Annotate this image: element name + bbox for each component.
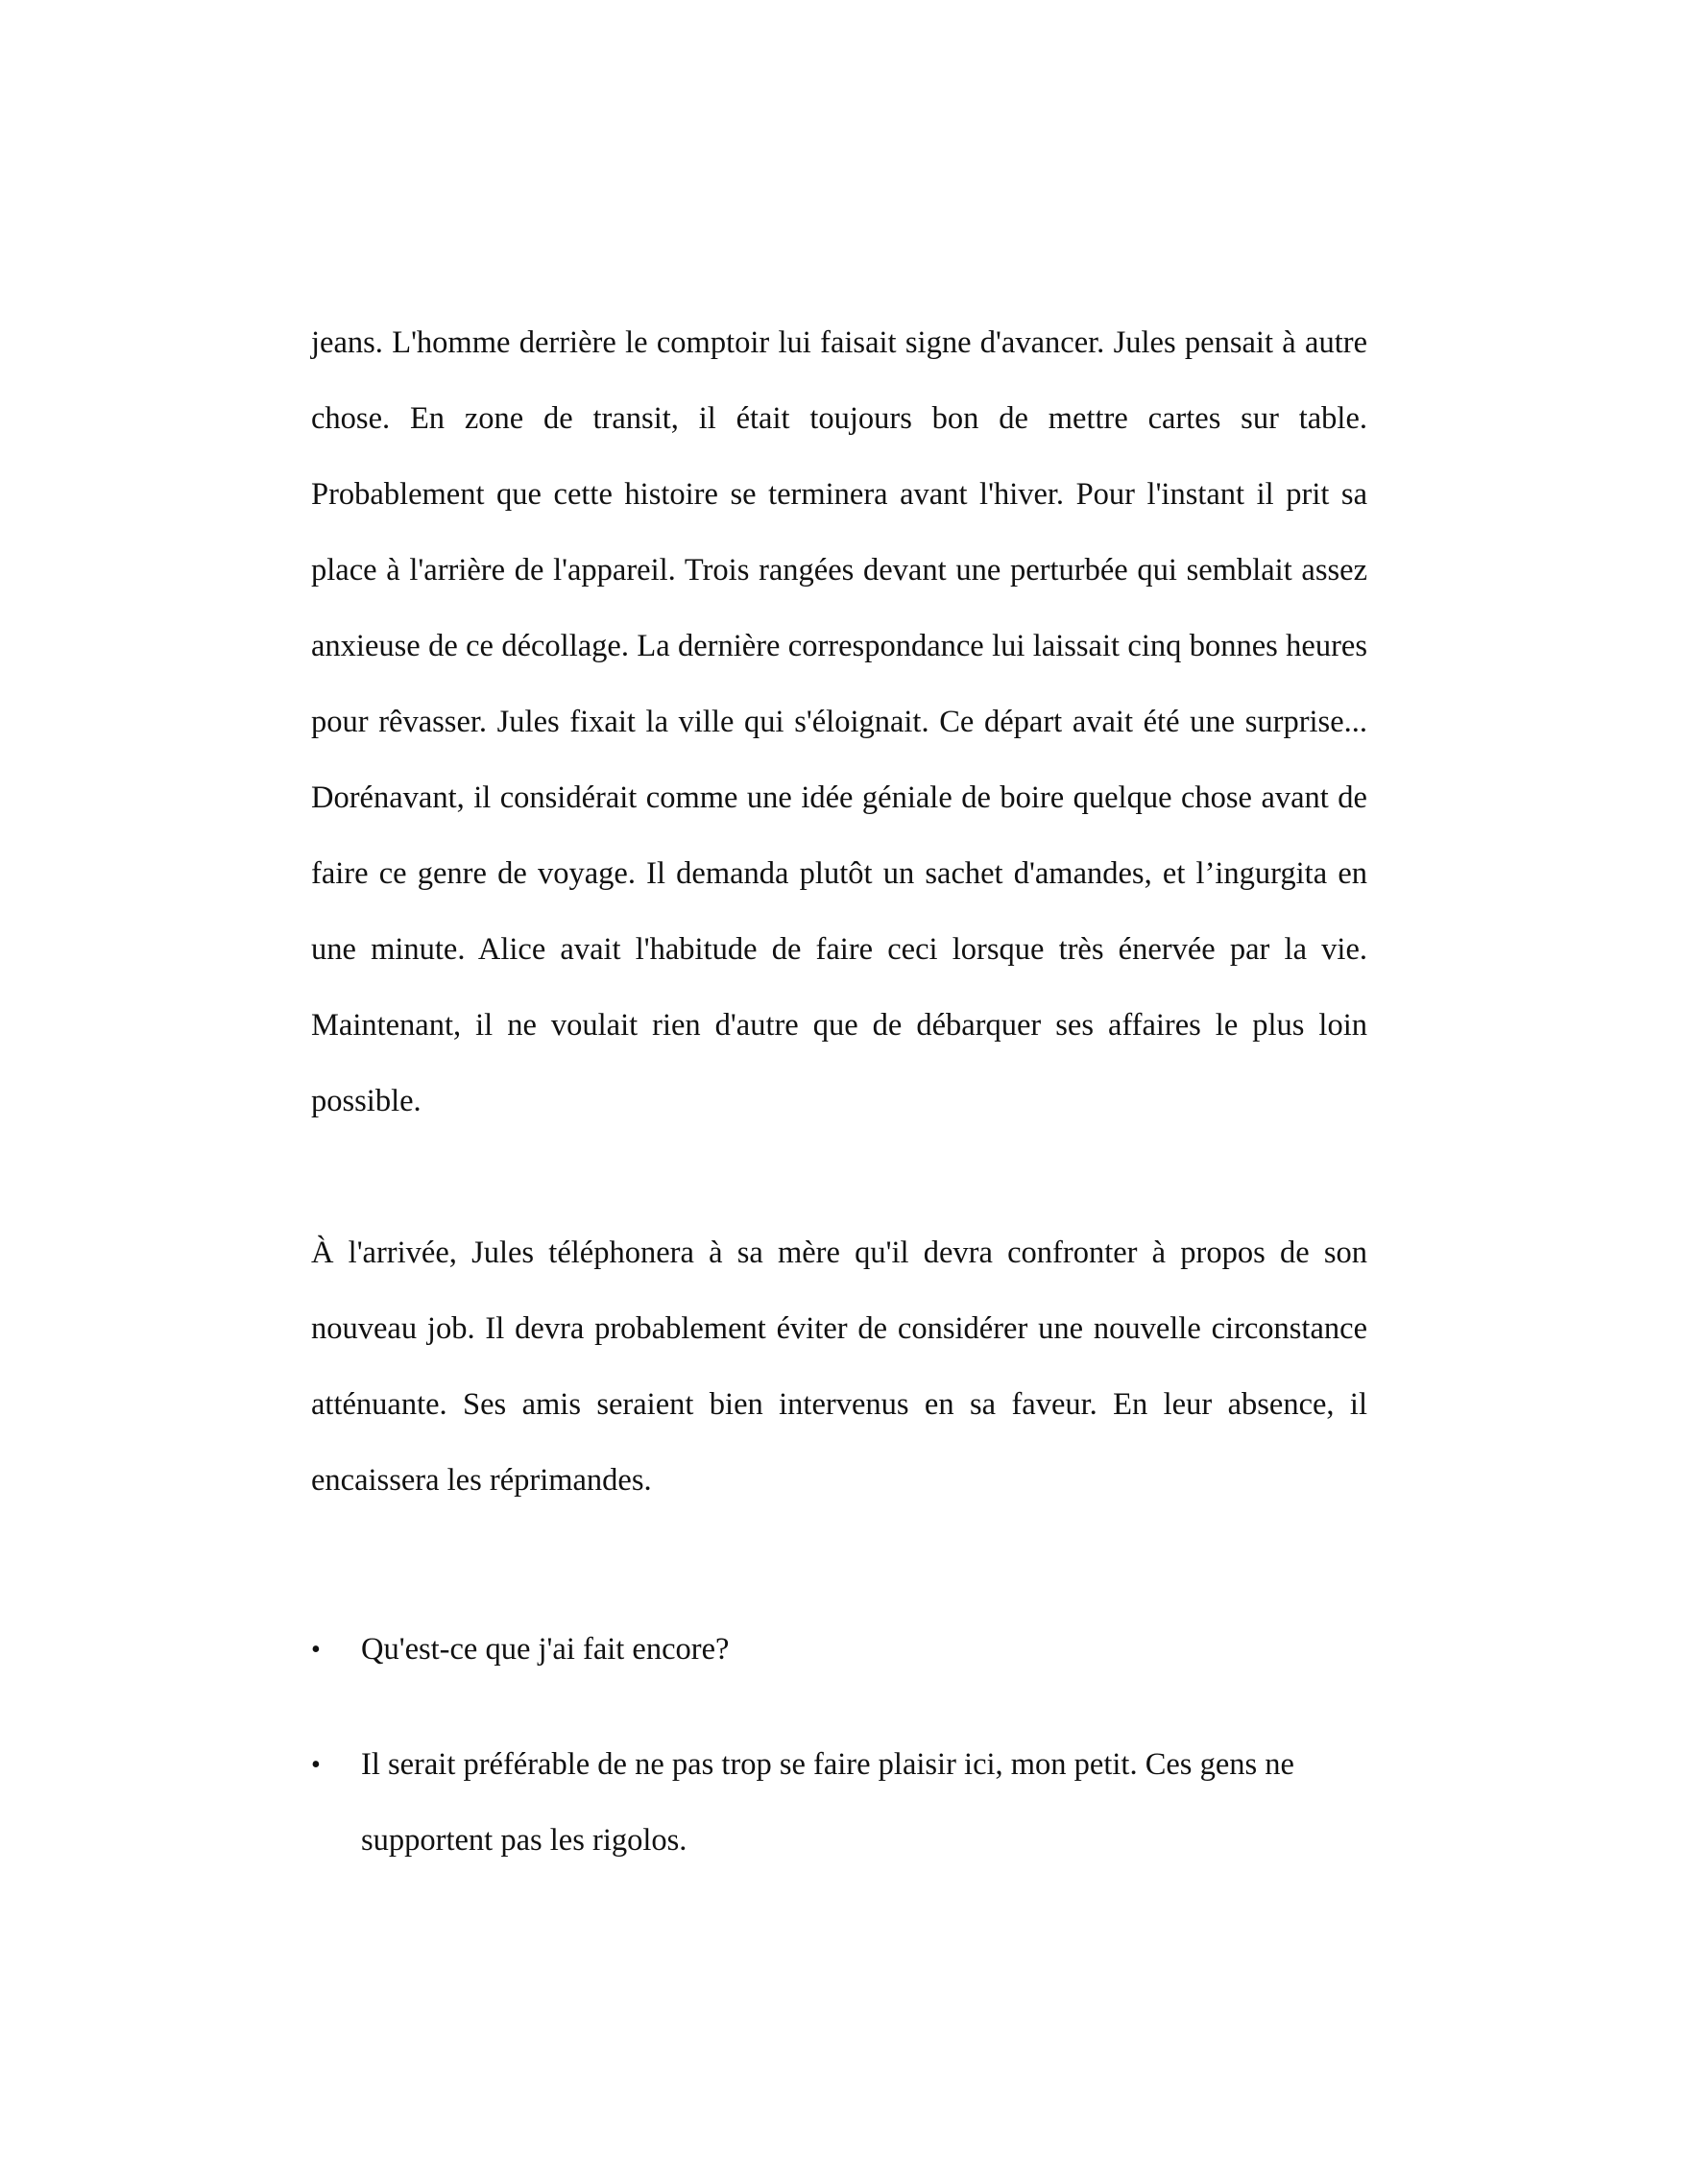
list-item-text: Il serait préférable de ne pas trop se faire plaisir ici, mon petit. Ces gens ne supportent pas les rigolos. [361, 1747, 1294, 1858]
bullet-icon: • [311, 1750, 321, 1780]
list-item [311, 1612, 1367, 1688]
document-page [311, 305, 1367, 1918]
bullet-icon: • [311, 1635, 321, 1665]
paragraph: À l'arrivée, Jules téléphonera à sa mère qu'il devra confronter à propos de son nouveau job. Il devra probablement éviter de considérer une nouvelle circonstance atténuante. Ses amis seraient bien intervenus en sa faveur. En leur absence, il encaissera les réprimandes. [311, 1236, 1367, 1498]
list-item-text: Qu'est-ce que j'ai fait encore? [361, 1632, 730, 1667]
bullet-list [311, 1612, 1367, 1879]
paragraph: jeans. L'homme derrière le comptoir lui faisait signe d'avancer. Jules pensait à autre chose. En zone de transit, il était toujours bon de mettre cartes sur table. Probablement que cette histoire se terminera avant l'hiver. Pour l'instant il prit sa place à l'arrière de l'appareil. Trois rangées devant une perturbée qui semblait assez anxieuse de ce décollage. La dernière correspondance lui laissait cinq bonnes heures pour rêvasser. Jules fixait la ville qui s'éloignait. Ce départ avait été une surprise... Dorénavant, il considérait comme une idée géniale de boire quelque chose avant de faire ce genre de voyage. Il demanda plutôt un sachet d'amandes, et l’ingurgita en une minute. Alice avait l'habitude de faire ceci lorsque très énervée par la vie. Maintenant, il ne voulait rien d'autre que de débarquer ses affaires le plus loin possible. [311, 325, 1367, 1118]
list-item [311, 1727, 1367, 1879]
